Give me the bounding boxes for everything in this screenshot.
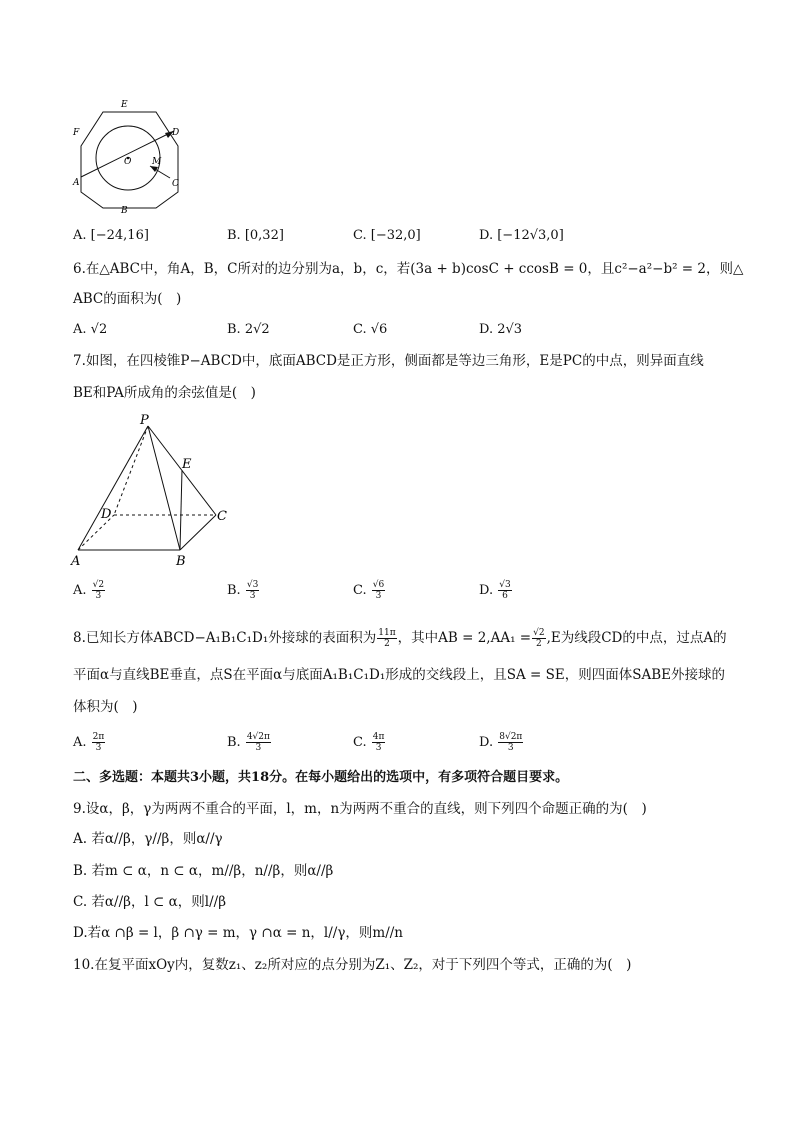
label-f: F bbox=[73, 128, 80, 138]
label-o: O bbox=[124, 157, 132, 167]
q9-stem: 9.设α，β，γ为两两不重合的平面，l，m，n为两两不重合的直线，则下列四个命题正确的为( ) bbox=[73, 801, 647, 817]
label-a: A bbox=[73, 178, 80, 188]
pyramid-figure bbox=[68, 412, 238, 570]
q5-option-b[interactable]: B. [0,32] bbox=[227, 228, 284, 243]
q8-option-a[interactable]: A. $\frac{2\pi}{3}$ bbox=[73, 732, 105, 753]
label-a: A bbox=[71, 554, 81, 569]
label-c: C bbox=[217, 509, 227, 524]
q6-option-b[interactable]: B. 2√2 bbox=[227, 322, 270, 337]
q6-option-d[interactable]: D. 2√3 bbox=[479, 322, 523, 337]
label-c: C bbox=[172, 179, 179, 189]
label-e: E bbox=[121, 100, 128, 110]
edge-pa bbox=[78, 426, 148, 550]
q8-stem-line3: 体积为( ) bbox=[73, 699, 138, 715]
q8-option-c[interactable]: C. $\frac{4\pi}{3}$ bbox=[353, 732, 385, 753]
q8-stem-line2: 平面α与直线BE垂直，点S在平面α与底面A₁B₁C₁D₁形成的交线段上，且SA = SE，则四面体SABE外接球的 bbox=[73, 667, 725, 683]
label-p: P bbox=[140, 413, 149, 428]
edge-pb bbox=[148, 426, 180, 550]
edge-bc bbox=[180, 515, 216, 550]
q6-option-c[interactable]: C. √6 bbox=[353, 322, 388, 337]
label-d: D bbox=[101, 507, 112, 522]
q6-stem-line2: ABC的面积为( ) bbox=[73, 291, 182, 307]
q8-option-d[interactable]: D. $\frac{8√2\pi}{3}$ bbox=[479, 732, 523, 753]
q6-option-a[interactable]: A. √2 bbox=[73, 322, 108, 337]
hexagon-circle-figure bbox=[68, 96, 188, 220]
segment-be bbox=[180, 470, 182, 550]
q7-stem-line2: BE和PA所成角的余弦值是( ) bbox=[73, 385, 256, 401]
q8-option-b[interactable]: B. $\frac{4√2\pi}{3}$ bbox=[227, 732, 270, 753]
q8-stem-line1: 8.已知长方体ABCD−A₁B₁C₁D₁外接球的表面积为 $\frac{11\pi}{2}$ ，其中AB = 2,AA₁ = $\frac{√2}{2}$ ,E为线段CD的中点，过点A的 bbox=[73, 628, 727, 649]
q9-option-a[interactable]: A. 若α//β，γ//β，则α//γ bbox=[73, 831, 223, 847]
q10-stem: 10.在复平面xOy内，复数z₁、z₂所对应的点分别为Z₁、Z₂，对于下列四个等式，正确的为( ) bbox=[73, 957, 632, 973]
q6-stem-line1: 6.在△ABC中，角A，B，C所对的边分别为a，b，c，若(3a + b)cosC + ccosB = 0，且c²−a²−b² = 2，则△ bbox=[73, 261, 744, 277]
q9-option-c[interactable]: C. 若α//β，l ⊂ α，则l//β bbox=[73, 894, 226, 910]
q7-stem-line1: 7.如图，在四棱锥P−ABCD中，底面ABCD是正方形，侧面都是等边三角形，E是PC的中点，则异面直线 bbox=[73, 353, 704, 369]
label-e: E bbox=[182, 457, 192, 472]
label-d: D bbox=[172, 128, 180, 138]
label-m: M bbox=[152, 157, 162, 167]
q5-option-d[interactable]: D. [−12√3,0] bbox=[479, 228, 564, 243]
q7-option-c[interactable]: C. $\frac{√6}{3}$ bbox=[353, 580, 385, 601]
q5-option-a[interactable]: A. [−24,16] bbox=[73, 228, 149, 243]
q7-option-d[interactable]: D. $\frac{√3}{6}$ bbox=[479, 580, 511, 601]
label-b: B bbox=[121, 206, 128, 216]
q9-option-b[interactable]: B. 若m ⊂ α，n ⊂ α，m//β，n//β，则α//β bbox=[73, 863, 334, 879]
section2-title: 二、多选题：本题共3小题，共18分。在每小题给出的选项中，有多项符合题目要求。 bbox=[73, 770, 569, 785]
q5-option-c[interactable]: C. [−32,0] bbox=[353, 228, 421, 243]
q7-option-b[interactable]: B. $\frac{√3}{3}$ bbox=[227, 580, 259, 601]
q7-option-a[interactable]: A. $\frac{√2}{3}$ bbox=[73, 580, 105, 601]
q9-option-d[interactable]: D.若α ∩β = l，β ∩γ = m，γ ∩α = n，l//γ，则m//n bbox=[73, 925, 403, 941]
label-b: B bbox=[176, 554, 186, 569]
edge-pd bbox=[114, 426, 148, 515]
